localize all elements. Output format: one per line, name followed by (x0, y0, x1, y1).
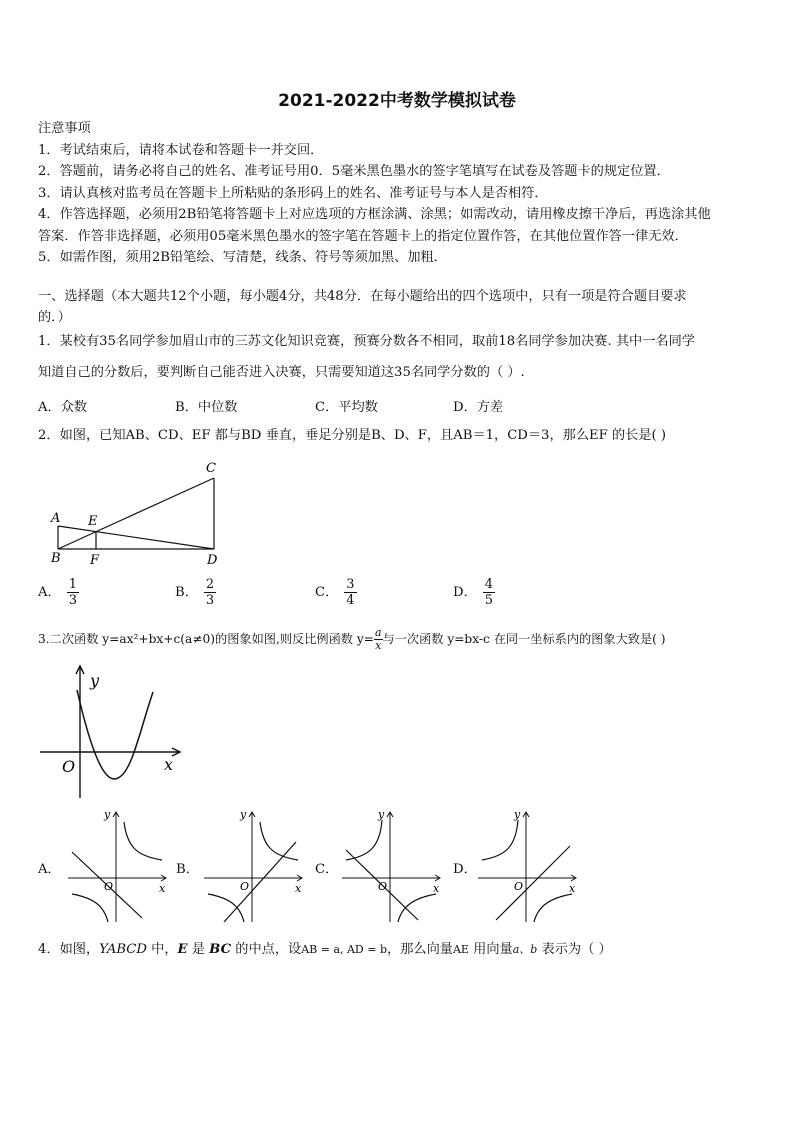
numerator: 3 (346, 577, 355, 592)
q2-option-a[interactable] (38, 577, 79, 608)
q3-stem-part: 3.二次函数 y=ax²+bx+c(a≠0)的图象如图,则反比例函数 y= (38, 632, 374, 646)
fraction (204, 577, 216, 608)
label-b: B (51, 551, 61, 566)
question-4-stem (38, 940, 760, 960)
fraction-a-over-x (374, 627, 383, 652)
hyperbola-branch (72, 894, 108, 922)
label-c: C (206, 461, 216, 476)
q3-option-a[interactable]: A． (38, 862, 61, 877)
fraction (483, 577, 495, 608)
hyperbola-branch (124, 822, 162, 860)
segment-bc (58, 478, 214, 549)
q3-option-c[interactable]: C． (315, 862, 339, 877)
q3-stem-part: 与一次函数 y=bx-c 在同一坐标系内的图象大致是( ) (382, 632, 666, 646)
q3-option-d-graph[interactable] (474, 806, 584, 926)
q4-segment-bc: BC (209, 942, 232, 957)
section-heading-line: 的．） (38, 310, 71, 325)
denominator: 5 (484, 593, 494, 608)
q2-option-b[interactable] (175, 577, 216, 608)
origin-label: O (62, 757, 76, 776)
origin-label: O (378, 880, 388, 893)
question-2-stem: 2．如图，已知AB、CD、EF 都与BD 垂直，垂足分别是B、D、F，且AB＝1，CD＝3，那么EF 的长是( ) (38, 428, 667, 443)
segment-ad (58, 526, 214, 549)
label-d: D (207, 553, 218, 568)
numerator: 4 (484, 577, 494, 592)
hyperbola-branch (208, 894, 244, 922)
axis-label-y: y (104, 808, 111, 821)
hyperbola-branch (534, 894, 572, 922)
q2-option-letter: C． (315, 585, 339, 600)
origin-label: O (514, 880, 524, 893)
parabola-curve (77, 690, 153, 779)
note-item: 5．如需作图，须用2B铅笔绘、写清楚，线条、符号等须加黑、加粗． (38, 250, 447, 265)
question-1 (38, 332, 760, 383)
linear-line (496, 846, 570, 920)
q2-option-letter: A． (38, 585, 61, 600)
q4-vector-ae: AE (452, 943, 469, 956)
q3-option-b[interactable]: B． (176, 862, 199, 877)
hyperbola-branch (260, 822, 298, 860)
q4-vector-expression: AB = a, AD = b (301, 943, 388, 956)
q4-stem-part: 用向量 (468, 942, 513, 957)
axis-label-x: x (569, 882, 576, 895)
axis-label-y: y (90, 671, 100, 690)
notes-heading: 注意事项 (38, 121, 91, 136)
note-item: 答案．作答非选择题，必须用05毫米黑色墨水的签字笔在答题卡上的指定位置作答，在其他位置作答一律无效． (38, 228, 688, 244)
notes-section (38, 118, 760, 269)
q1-option-d[interactable]: D．方差 (453, 400, 504, 415)
section-heading (38, 286, 760, 328)
label-e: E (88, 514, 98, 529)
hyperbola-branch (398, 894, 436, 922)
q4-stem-part: 4．如图， (38, 942, 100, 957)
q2-option-c[interactable] (315, 577, 357, 608)
denominator: 4 (346, 593, 355, 608)
q2-figure (44, 456, 234, 571)
q3-option-a-graph[interactable] (64, 806, 174, 926)
axis-label-x: x (159, 882, 166, 895)
q4-stem-part: 的中点，设 (231, 942, 302, 957)
q4-stem-part: 是 (187, 942, 210, 957)
label-f: F (90, 553, 100, 568)
q1-option-b[interactable]: B．中位数 (175, 400, 238, 415)
note-item: 4．作答选择题，必须用2B铅笔将答题卡上对应选项的方框涂满、涂黑；如需改动，请用橡皮擦干净后，再选涂其他 (38, 207, 711, 222)
hyperbola-branch (346, 820, 382, 860)
q3-parabola-graph (40, 660, 190, 800)
q4-stem-part: ，那么向量 (387, 942, 453, 957)
denominator: 3 (68, 593, 77, 608)
axis-label-x: x (433, 882, 440, 895)
q3-option-d[interactable]: D． (453, 862, 477, 877)
label-a: A (51, 511, 61, 526)
denominator: x (375, 639, 382, 652)
question-3-stem (38, 626, 760, 652)
page-title: 2021-2022中考数学模拟试卷 (278, 91, 516, 111)
origin-label: O (240, 880, 250, 893)
axis-label-y: y (514, 808, 521, 821)
q4-point-e: E (177, 942, 188, 957)
numerator: 1 (68, 577, 77, 592)
q3-option-b-graph[interactable] (200, 806, 310, 926)
numerator: a (374, 626, 382, 639)
q2-option-d[interactable] (453, 577, 495, 608)
q3-option-c-graph[interactable] (338, 806, 448, 926)
q2-option-letter: B． (175, 585, 198, 600)
denominator: 3 (205, 593, 215, 608)
question-1-line: 知道自己的分数后，要判断自己能否进入决赛，只需要知道这35名同学分数的（ ）. (38, 365, 525, 380)
axis-label-x: x (164, 755, 174, 774)
axis-label-y: y (378, 808, 385, 821)
q1-option-a[interactable]: A．众数 (38, 400, 88, 415)
axis-label-y: y (240, 808, 247, 821)
fraction (67, 577, 79, 608)
section-heading-line: 一、选择题（本大题共12个小题，每小题4分，共48分．在每小题给出的四个选项中，只有一项是符合题目要求 (38, 289, 687, 304)
note-item: 3．请认真核对监考员在答题卡上所粘贴的条形码上的姓名、准考证号与本人是否相符． (38, 185, 548, 201)
note-item: 2．答题前，请务必将自己的姓名、准考证号用0．5毫米黑色墨水的签字笔填写在试卷及答题卡的规定位置． (38, 164, 670, 179)
axis-label-x: x (295, 882, 302, 895)
q1-option-c[interactable]: C．平均数 (315, 400, 378, 415)
question-1-line: 1．某校有35名同学参加眉山市的三苏文化知识竞赛，预赛分数各不相同，取前18名同学参加决赛. 其中一名同学 (38, 334, 695, 349)
q2-option-letter: D． (453, 585, 477, 600)
q4-stem-part: 中， (146, 942, 178, 957)
q4-parallelogram: YABCD (99, 942, 147, 957)
note-item: 1．考试结束后，请将本试卷和答题卡一并交回． (38, 142, 324, 158)
q4-vectors-ab: a、b (512, 943, 538, 956)
q4-stem-part: 表示为（ ） (537, 942, 612, 957)
hyperbola-branch (482, 820, 518, 860)
numerator: 2 (205, 577, 215, 592)
linear-line (224, 842, 296, 922)
origin-label: O (104, 880, 114, 893)
fraction (344, 577, 356, 608)
